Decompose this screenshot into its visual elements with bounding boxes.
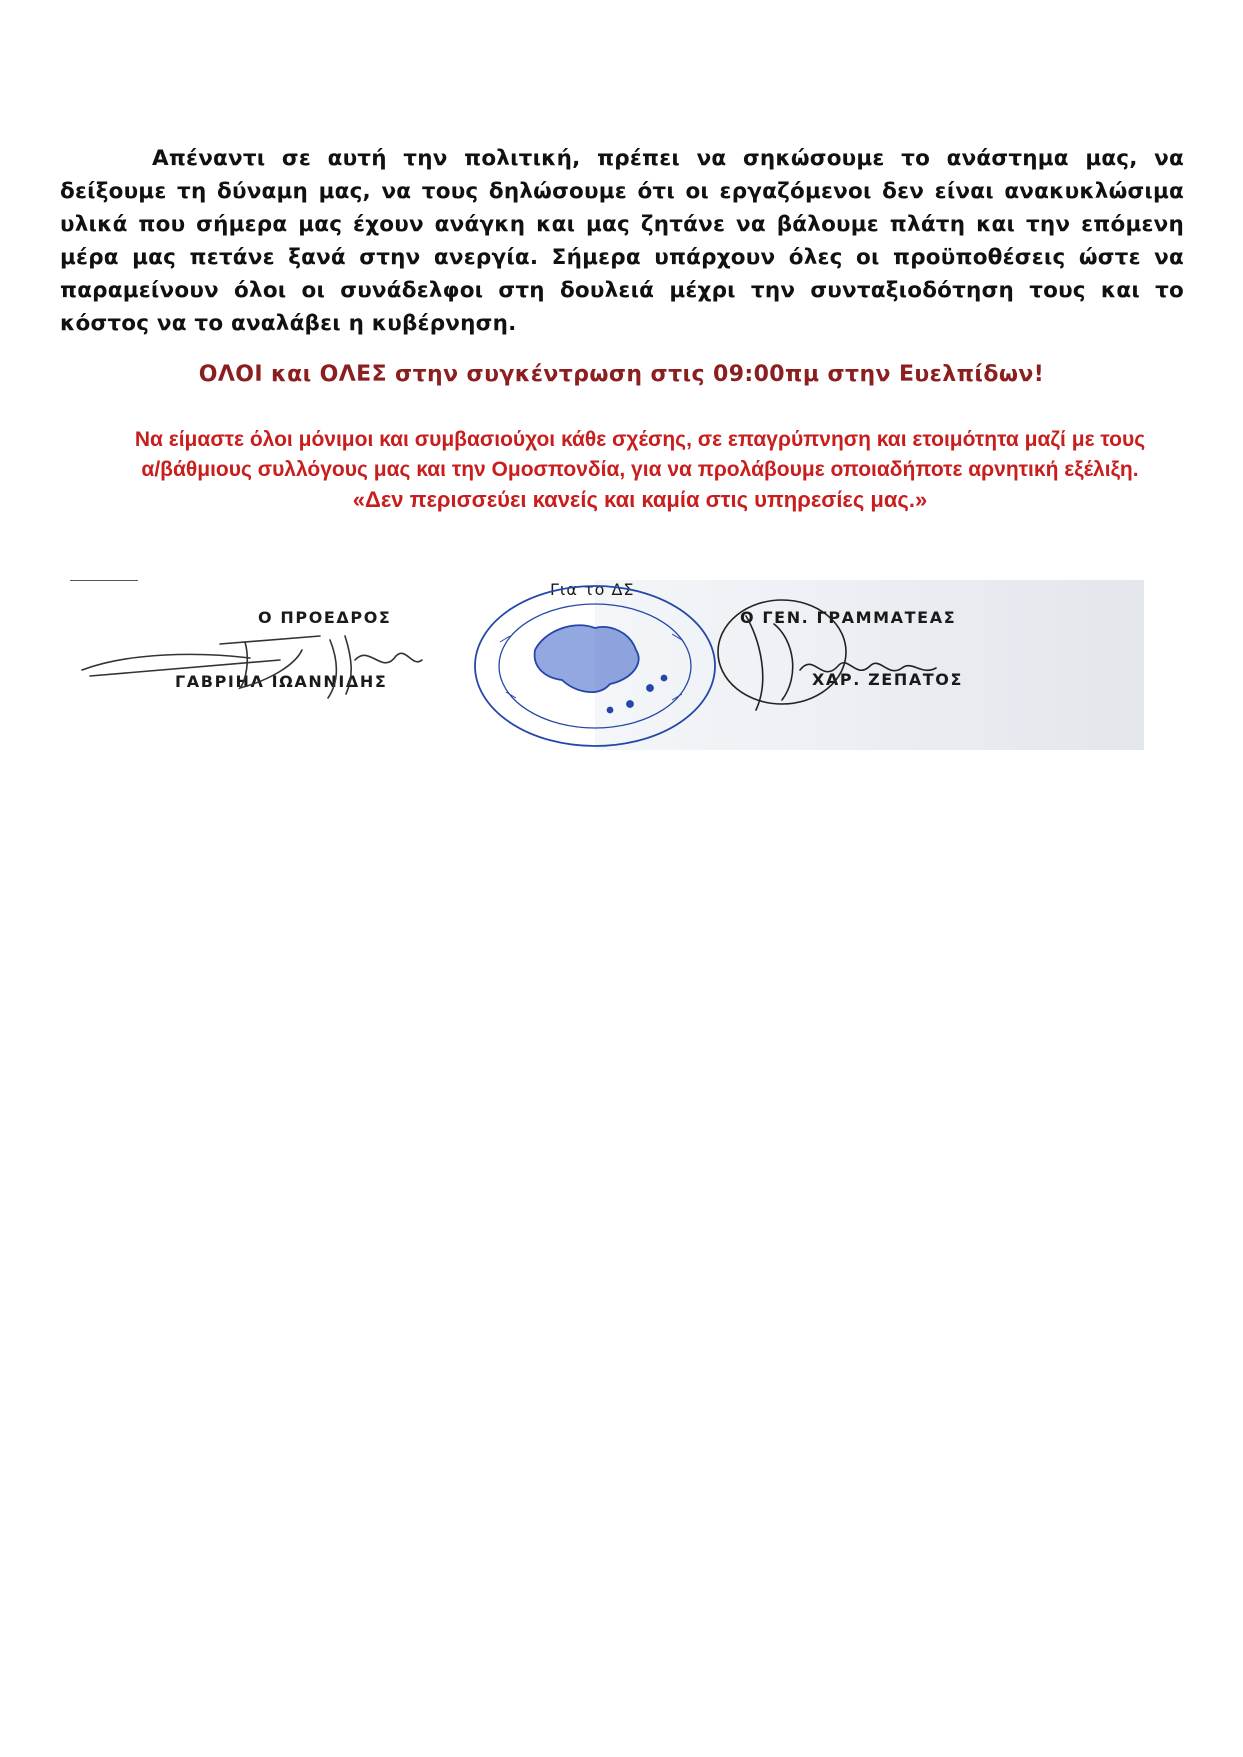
secretary-name: ΧΑΡ. ΖΕΠΑΤΟΣ: [812, 670, 964, 689]
body-paragraph: Απέναντι σε αυτή την πολιτική, πρέπει να σηκώσουμε το ανάστημα μας, να δείξουμε τη δύναμη μας, να τους δηλώσουμε ότι οι εργαζόμενοι δεν είναι ανακυκλώσιμα υλικά που σήμερα μας έχουν ανάγκη και μας ζητάνε να βάλουμε πλάτη και την επόμενη μέρα μας πετάνε ξανά στην ανεργία. Σήμερα υπάρχουν όλες οι προϋποθέσεις ώστε να παραμείνουν όλοι οι συνάδελφοι στη δουλειά μέχρι την συνταξιοδότηση τους και το κόστος να το αναλάβει η κυβέρνηση.: [60, 146, 1184, 336]
secretary-signature: [718, 600, 936, 710]
call-to-action: [90, 425, 1190, 515]
president-name: ΓΑΒΡΙΗΛ ΙΩΑΝΝΙΔΗΣ: [175, 672, 388, 691]
president-title: Ο ΠΡΟΕΔΡΟΣ: [258, 608, 392, 627]
secretary-title: Ο ΓΕΝ. ΓΡΑΜΜΑΤΕΑΣ: [740, 608, 957, 627]
signatures-and-stamp: [70, 580, 1144, 750]
board-label: Για το ΔΣ: [550, 580, 635, 599]
call-quote: «Δεν περισσεύει κανείς και καμία στις υπηρεσίες μας.»: [352, 487, 928, 512]
call-line-2: α/βάθμιους συλλόγους μας και την Ομοσπονδία, για να προλάβουμε οποιαδήποτε αρνητική εξέλιξη.: [141, 458, 1139, 481]
call-line-1: Να είμαστε όλοι μόνιμοι και συμβασιούχοι κάθε σχέσης, σε επαγρύπνηση και ετοιμότητα μαζί με τους: [134, 428, 1146, 451]
signature-block: [70, 580, 1144, 750]
rally-announcement: ΟΛΟΙ και ΟΛΕΣ στην συγκέντρωση στις 09:00πμ στην Ευελπίδων!: [198, 362, 1045, 387]
president-signature: [82, 636, 422, 698]
official-stamp-icon: [475, 586, 715, 746]
